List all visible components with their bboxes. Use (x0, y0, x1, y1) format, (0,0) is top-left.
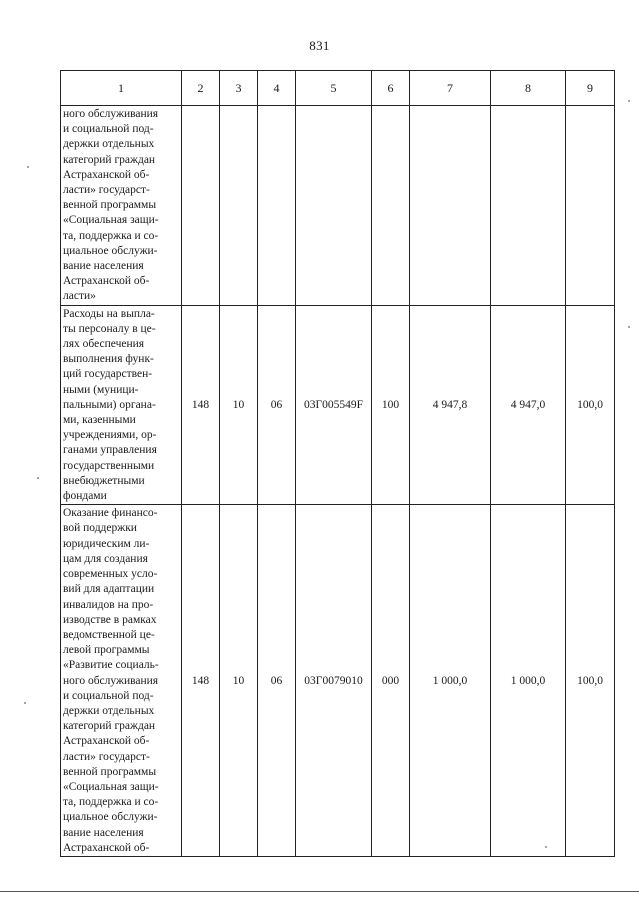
cell-col-7 (410, 106, 491, 306)
scan-speck (24, 702, 26, 704)
header-col-4: 4 (258, 71, 296, 106)
cell-col-9: 100,0 (566, 305, 615, 505)
table-row (61, 305, 615, 505)
cell-col-2: 148 (182, 305, 220, 505)
cell-col-9: 100,0 (566, 505, 615, 857)
budget-table (60, 70, 615, 857)
header-col-3: 3 (220, 71, 258, 106)
scan-speck (37, 477, 39, 479)
table-row (61, 505, 615, 857)
cell-col-8: 4 947,0 (491, 305, 566, 505)
cell-col-8: 1 000,0 (491, 505, 566, 857)
cell-col-5 (296, 106, 372, 306)
cell-col-2 (182, 106, 220, 306)
cell-col-3: 10 (220, 305, 258, 505)
row-description: Расходы на выпла- ты персоналу в це- лях обеспечения выполнения функ- ций государствен- ными (муници- пальными) органа- ми, казенными учреждениями, ор- ганами управления государственными внебюджетными фондами (61, 305, 182, 505)
cell-col-5: 03Г0079010 (296, 505, 372, 857)
header-col-2: 2 (182, 71, 220, 106)
cell-col-6: 000 (372, 505, 410, 857)
cell-col-4 (258, 106, 296, 306)
cell-col-7: 1 000,0 (410, 505, 491, 857)
cell-col-2: 148 (182, 505, 220, 857)
scan-edge-line (0, 891, 639, 892)
cell-col-3: 10 (220, 505, 258, 857)
cell-col-4: 06 (258, 305, 296, 505)
cell-col-5: 03Г005549F (296, 305, 372, 505)
scan-speck (628, 100, 630, 102)
header-col-9: 9 (566, 71, 615, 106)
cell-col-6 (372, 106, 410, 306)
cell-col-6: 100 (372, 305, 410, 505)
header-col-7: 7 (410, 71, 491, 106)
cell-col-9 (566, 106, 615, 306)
scan-speck (545, 846, 547, 848)
scan-speck (628, 326, 630, 328)
header-col-5: 5 (296, 71, 372, 106)
row-description: ного обслуживания и социальной под- держки отдельных категорий граждан Астраханской об- ласти» государст- венной программы «Социальная защи- та, поддержка и со- циальное обслужи- вание населения Астраханской об- ласти» (61, 106, 182, 306)
page-number: 831 (309, 38, 330, 53)
cell-col-8 (491, 106, 566, 306)
table-row (61, 106, 615, 306)
cell-col-3 (220, 106, 258, 306)
header-col-6: 6 (372, 71, 410, 106)
row-description: Оказание финансо- вой поддержки юридическим ли- цам для создания современных усло- вий для адаптации инвалидов на про- изводстве в рамках ведомственной це- левой программы «Развитие социаль- ного обслуживания и социальной под- держки отдельных категорий граждан Астраханской об- ласти» государст- венной программы «Социальная защи- та, поддержка и со- циальное обслужи- вание населения Астраханской об- (61, 505, 182, 857)
header-col-8: 8 (491, 71, 566, 106)
header-row (61, 71, 615, 106)
scan-speck (27, 166, 29, 168)
header-col-1: 1 (61, 71, 182, 106)
cell-col-7: 4 947,8 (410, 305, 491, 505)
cell-col-4: 06 (258, 505, 296, 857)
